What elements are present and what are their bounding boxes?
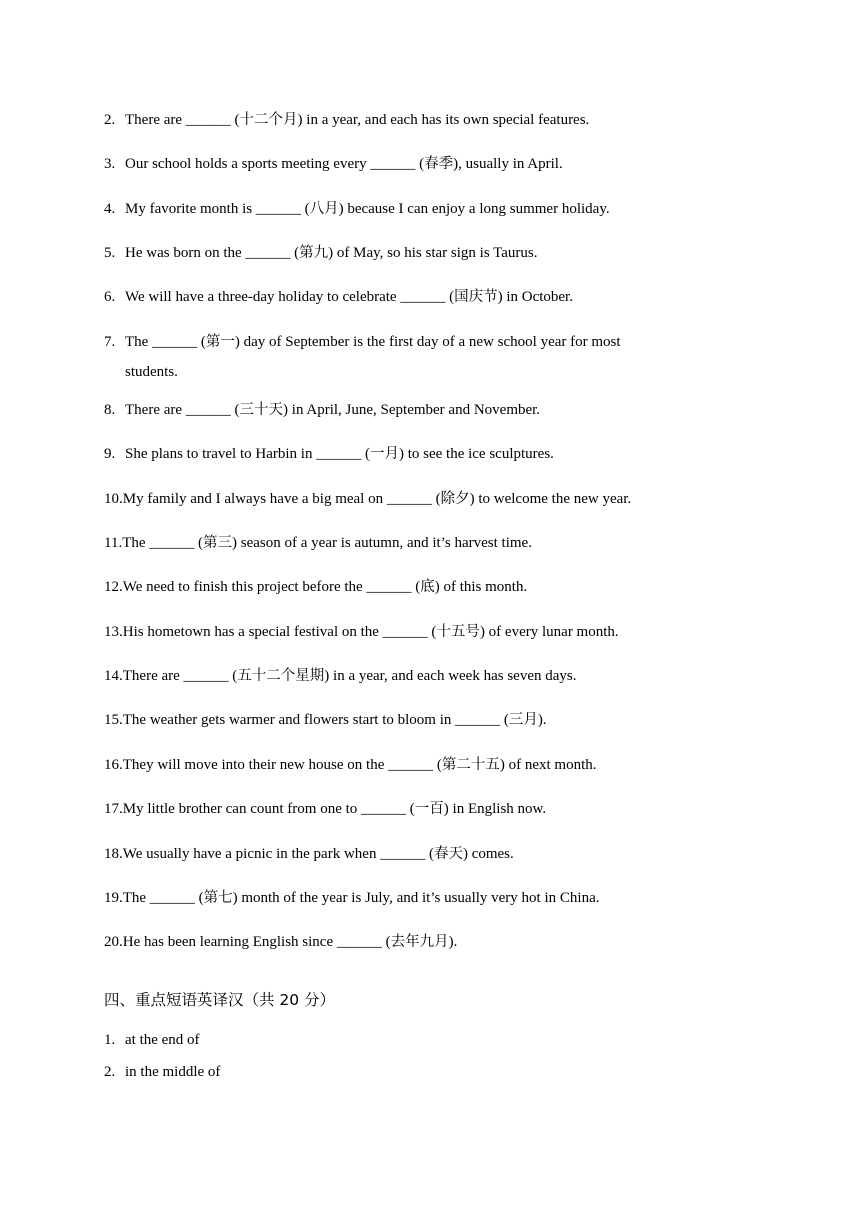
chinese-hint: 十二个月 (239, 112, 298, 128)
fill-in-item-16 (104, 750, 724, 780)
item-number: 11. (104, 535, 123, 551)
item-number: 20. (104, 934, 123, 950)
item-text-before: His hometown has a special festival on the ______ ( (122, 624, 437, 640)
fill-in-item-11 (104, 528, 724, 558)
item-number: 3. (104, 156, 116, 172)
item-text-continuation: students. (125, 364, 178, 380)
item-text-after: ) day of September is the first day of a new school year for most (234, 334, 621, 350)
chinese-hint: 一月 (369, 446, 399, 462)
fill-in-item-13 (104, 617, 724, 647)
item-text-after: ) because I can enjoy a long summer holiday. (338, 201, 610, 217)
item-text-before: The weather gets warmer and flowers start to bloom in ______ ( (122, 712, 509, 728)
chinese-hint: 一百 (414, 801, 444, 817)
item-text-after: ). (448, 934, 458, 950)
item-text-before: The ______ ( (122, 535, 204, 551)
chinese-hint: 国庆节 (454, 289, 498, 305)
phrase-item-2 (104, 1057, 724, 1087)
fill-in-item-20 (104, 927, 724, 957)
item-text-before: He was born on the ______ ( (125, 245, 300, 261)
item-text-after: ). (537, 712, 547, 728)
chinese-hint: 春天 (433, 846, 463, 862)
chinese-hint: 五十二个星期 (237, 668, 325, 684)
fill-in-item-9 (104, 439, 724, 469)
phrase-text: in the middle of (125, 1064, 221, 1080)
item-number: 13. (104, 624, 123, 640)
item-text-before: We need to finish this project before the ______ ( (122, 579, 421, 595)
item-number: 5. (104, 245, 116, 261)
item-number: 16. (104, 757, 123, 773)
chinese-hint: 底 (420, 579, 435, 595)
item-text-before: There are ______ ( (125, 112, 240, 128)
fill-in-item-17 (104, 794, 724, 824)
chinese-hint: 三月 (508, 712, 538, 728)
item-text-after: ) season of a year is autumn, and it’s harvest time. (232, 535, 532, 551)
item-number: 7. (104, 334, 116, 350)
item-text-after: ) of every lunar month. (479, 624, 619, 640)
fill-in-item-5 (104, 238, 724, 268)
item-text-before: The ______ ( (122, 890, 204, 906)
item-text-before: There are ______ ( (125, 402, 240, 418)
item-text-after: ) in a year, and each has its own special features. (297, 112, 590, 128)
item-text-after: ) in October. (497, 289, 573, 305)
item-number: 1. (104, 1032, 116, 1048)
item-text-after: ) month of the year is July, and it’s usually very hot in China. (232, 890, 600, 906)
item-text-after: ) to welcome the new year. (469, 491, 632, 507)
item-text-after: ) to see the ice sculptures. (398, 446, 554, 462)
item-number: 9. (104, 446, 116, 462)
item-number: 14. (104, 668, 123, 684)
item-text-before: There are ______ ( (122, 668, 238, 684)
item-text-before: My family and I always have a big meal on ______ ( (122, 491, 441, 507)
fill-in-item-2 (104, 105, 724, 135)
fill-in-item-12 (104, 572, 724, 602)
fill-in-item-6 (104, 282, 724, 312)
item-text-before: We will have a three-day holiday to celebrate ______ ( (125, 289, 455, 305)
item-text-before: Our school holds a sports meeting every ______ ( (125, 156, 425, 172)
item-text-before: They will move into their new house on the ______ ( (122, 757, 442, 773)
item-text-after: ) in English now. (443, 801, 547, 817)
item-text-before: We usually have a picnic in the park when ______ ( (122, 846, 434, 862)
chinese-hint: 除夕 (440, 491, 470, 507)
item-number: 15. (104, 712, 123, 728)
item-text-after: ) in a year, and each week has seven days. (324, 668, 577, 684)
chinese-hint: 第三 (203, 535, 233, 551)
item-text-after: ), usually in April. (453, 156, 563, 172)
item-number: 10. (104, 491, 123, 507)
fill-in-item-10 (104, 484, 724, 514)
item-text-before: My little brother can count from one to ______ ( (122, 801, 415, 817)
item-number: 4. (104, 201, 116, 217)
chinese-hint: 十五号 (436, 624, 480, 640)
item-number: 6. (104, 289, 116, 305)
item-number: 2. (104, 112, 116, 128)
chinese-hint: 第一 (205, 334, 235, 350)
chinese-hint: 第九 (299, 245, 329, 261)
fill-in-item-19 (104, 883, 724, 913)
item-text-after: ) comes. (462, 846, 514, 862)
chinese-hint: 三十天 (239, 402, 284, 418)
fill-in-item-3 (104, 149, 724, 179)
fill-in-item-15 (104, 705, 724, 735)
fill-in-item-18 (104, 839, 724, 869)
item-number: 18. (104, 846, 123, 862)
fill-in-item-4 (104, 194, 724, 224)
chinese-hint: 第二十五 (441, 757, 500, 773)
fill-in-item-14 (104, 661, 724, 691)
item-number: 8. (104, 402, 116, 418)
chinese-hint: 八月 (309, 201, 339, 217)
fill-in-item-8 (104, 395, 724, 425)
chinese-hint: 春季 (424, 156, 454, 172)
chinese-hint: 第七 (203, 890, 233, 906)
phrase-text: at the end of (125, 1032, 200, 1048)
item-text-before: She plans to travel to Harbin in ______ ( (125, 446, 370, 462)
item-number: 12. (104, 579, 123, 595)
item-text-after: ) of this month. (434, 579, 528, 595)
item-text-after: ) in April, June, September and November. (283, 402, 541, 418)
item-text-after: ) of next month. (499, 757, 597, 773)
item-text-before: My favorite month is ______ ( (125, 201, 310, 217)
fill-in-item-7 (104, 327, 724, 387)
chinese-hint: 去年九月 (390, 934, 449, 950)
item-number: 17. (104, 801, 123, 817)
item-text-before: The ______ ( (125, 334, 206, 350)
item-text-after: ) of May, so his star sign is Taurus. (328, 245, 538, 261)
section-heading: 四、重点短语英译汉（共 20 分） (104, 991, 336, 1009)
item-text-before: He has been learning English since ______ ( (122, 934, 391, 950)
item-number: 2. (104, 1064, 116, 1080)
item-number: 19. (104, 890, 123, 906)
phrase-item-1 (104, 1025, 724, 1055)
